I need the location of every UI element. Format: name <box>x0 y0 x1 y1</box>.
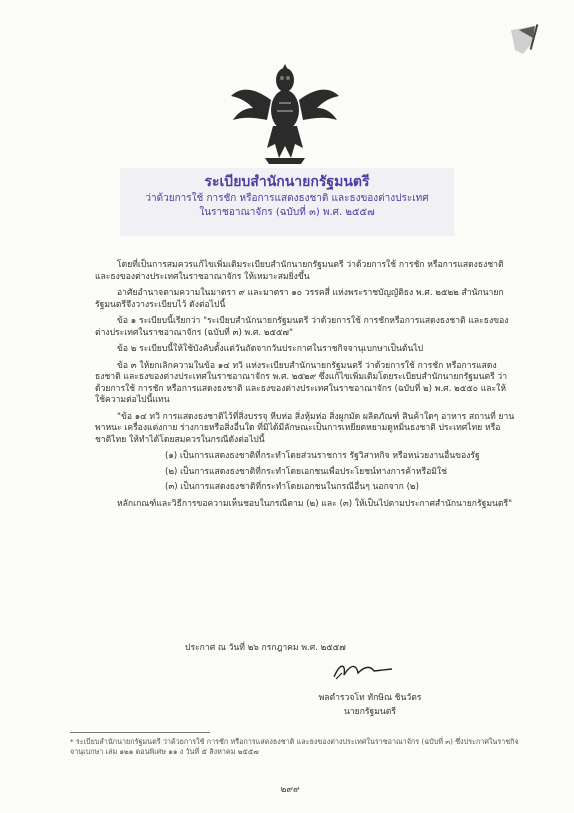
garuda-emblem-icon <box>227 62 343 167</box>
footnote-divider <box>70 732 210 733</box>
paragraph-preamble: โดยที่เป็นการสมควรแก้ไขเพิ่มเติมระเบียบสำนักนายกรัฐมนตรี ว่าด้วยการใช้ การชัก หรือการแสดงธงชาติและธงของต่างประเทศในราชอาณาจักร ให้เหมาะสมยิ่งขึ้น <box>95 260 504 282</box>
signer-title: นายกรัฐมนตรี <box>343 707 397 717</box>
footnote: * ระเบียบสำนักนายกรัฐมนตรี ว่าด้วยการใช้ การชัก หรือการแสดงธงชาติ และธงของต่างประเทศในราชอาณาจักร (ฉบับที่ ๓) ซึ่งประกาศในราชกิจจานุเบกษา เล่ม ๑๒๑ ตอนพิเศษ ๑๑ ง วันที่ ๕ สิงหาคม ๒๕๕๗ <box>70 737 519 756</box>
conditions-list <box>95 451 515 494</box>
paragraph-closing: หลักเกณฑ์และวิธีการขอความเห็นชอบในกรณีตาม (๒) และ (๓) ให้เป็นไปตามประกาศสำนักนายกรัฐมนตรี" <box>117 498 513 509</box>
title-line-3: ในราชอาณาจักร (ฉบับที่ ๓) พ.ศ. ๒๕๕๗ <box>199 207 375 218</box>
paragraph-clause-2: ข้อ ๒ ระเบียบนี้ให้ใช้บังคับตั้งแต่วันถัดจากวันประกาศในราชกิจจานุเบกษาเป็นต้นไป <box>117 344 424 354</box>
title-line-1: ระเบียบสำนักนายกรัฐมนตรี <box>204 174 370 190</box>
document-body <box>95 260 515 515</box>
list-item: (๓) เป็นการแสดงธงชาติที่กระทำโดยเอกชนในกรณีอื่นๆ นอกจาก (๒) <box>165 482 419 492</box>
document-title <box>120 172 454 220</box>
list-item: (๑) เป็นการแสดงธงชาติที่กระทำโดยส่วนราชการ รัฐวิสาหกิจ หรือหน่วยงานอื่นของรัฐ <box>165 451 480 461</box>
signature-icon <box>330 659 410 685</box>
signer-name: พลตำรวจโท ทักษิณ ชินวัตร <box>318 693 422 703</box>
title-line-2: ว่าด้วยการใช้ การชัก หรือการแสดงธงชาติ และธงของต่างประเทศ <box>145 193 429 204</box>
paragraph-authority: อาศัยอำนาจตามความในมาตรา ๙ และมาตรา ๑๐ วรรคสี่ แห่งพระราชบัญญัติธง พ.ศ. ๒๕๒๒ สำนักนายกรัฐมนตรีจึงวางระเบียบไว้ ดังต่อไปนี้ <box>95 288 504 310</box>
hand-flag-icon <box>505 20 547 62</box>
paragraph-clause-1: ข้อ ๑ ระเบียบนี้เรียกว่า "ระเบียบสำนักนายกรัฐมนตรี ว่าด้วยการใช้ การชักหรือการแสดงธงชาติ และธงของต่างประเทศในราชอาณาจักร (ฉบับที่ ๓) พ.ศ. ๒๕๕๗" <box>95 316 509 338</box>
paragraph-clause-14-bis: "ข้อ ๑๔ ทวิ การแสดงธงชาติไว้ที่สิ่งบรรจุ หีบห่อ สิ่งหุ้มห่อ สิ่งผูกมัด ผลิตภัณฑ์ สินค้าใดๆ อาหาร สถานที่ ยานพาหนะ เครื่องแต่งกาย ร่างกายหรือสิ่งอื่นใด ที่มิได้มีลักษณะเป็นการเหยียดหยามดูหมิ่นธงชาติ ประเทศไทย หรือชาติไทย ให้ทำได้โดยสมควรในกรณีดังต่อไปนี้ <box>95 411 515 445</box>
announcement-date: ประกาศ ณ วันที่ ๒๖ กรกฎาคม พ.ศ. ๒๕๕๗ <box>185 643 346 653</box>
list-item: (๒) เป็นการแสดงธงชาติที่กระทำโดยเอกชนเพื่อประโยชน์ทางการค้าหรือมิใช่ <box>165 466 447 477</box>
page-number: ๒๙๙ <box>280 785 300 795</box>
paragraph-clause-3: ข้อ ๓ ให้ยกเลิกความในข้อ ๑๔ ทวิ แห่งระเบียบสำนักนายกรัฐมนตรี ว่าด้วยการใช้ การชัก หรือการแสดงธงชาติ และธงของต่างประเทศในราชอาณาจักร พ.ศ. ๒๕๒๙ ซึ่งแก้ไขเพิ่มเติมโดยระเบียบสำนักนายกรัฐมนตรี ว่าด้วยการใช้ การชัก หรือการแสดงธงชาติ และธงของต่างประเทศในราชอาณาจักร (ฉบับที่ ๒) พ.ศ. ๒๕๕๐ และให้ใช้ความต่อไปนี้แทน <box>95 360 508 405</box>
